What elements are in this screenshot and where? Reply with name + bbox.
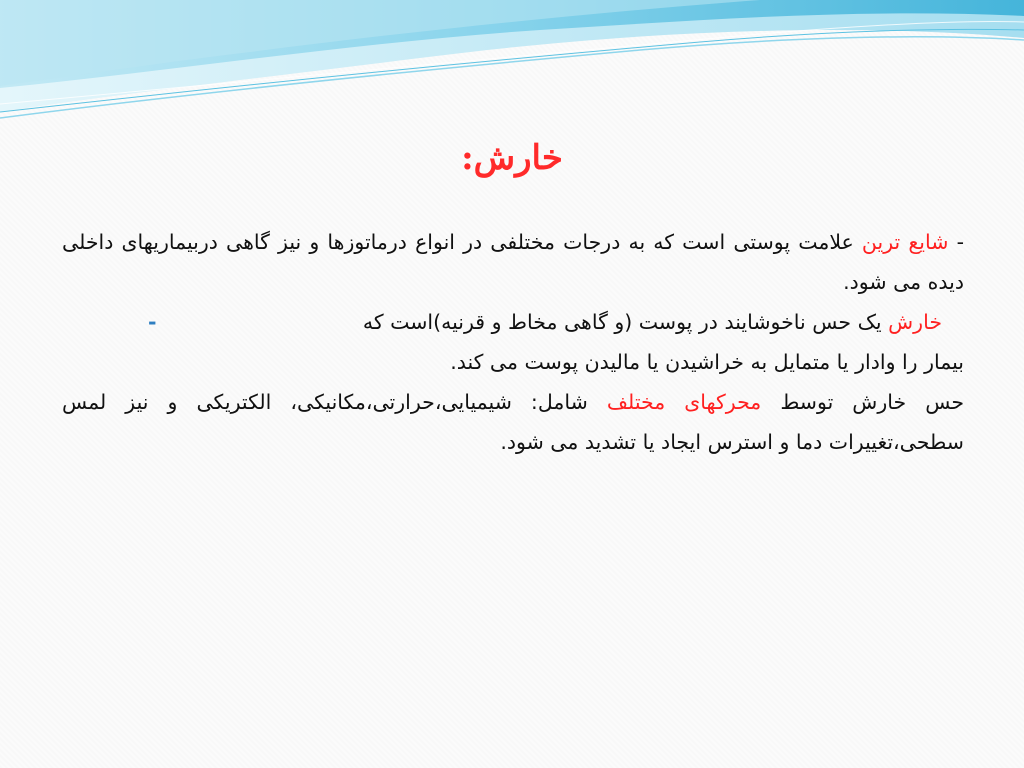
paragraph-4-lead: حس خارش توسط [761,390,965,414]
paragraph-1-text: علامت پوستی است که به درجات مختلفی در انواع درماتوزها و نیز گاهی دربیماریهای داخلی دیده می شود. [62,230,964,294]
paragraph-2-text: یک حس ناخوشایند در پوست (و گاهی مخاط و قرنیه)است که [362,310,889,334]
paragraph-4 [62,382,964,462]
highlight-itch: خارش [888,310,942,334]
paragraph-4-text: شامل: شیمیایی،حرارتی،مکانیکی، الکتریکی و نیز لمس سطحی،تغییرات دما و استرس ایجاد یا تشدید می شود. [62,390,964,454]
highlight-most-common: شایع ترین [861,230,949,254]
paragraph-3-text: بیمار را وادار یا متمایل به خراشیدن یا مالیدن پوست می کند. [450,350,964,374]
paragraph-2 [62,302,964,342]
slide-body [62,222,964,462]
bullet-dash-icon: - [148,310,157,334]
paragraph-3 [62,342,964,382]
paragraph-1 [62,222,964,302]
header-wave-decoration [0,0,1024,130]
dash-prefix: - [956,230,964,254]
highlight-various-stimuli: محرکهای مختلف [606,390,762,414]
slide-title: خارش: [461,138,563,178]
